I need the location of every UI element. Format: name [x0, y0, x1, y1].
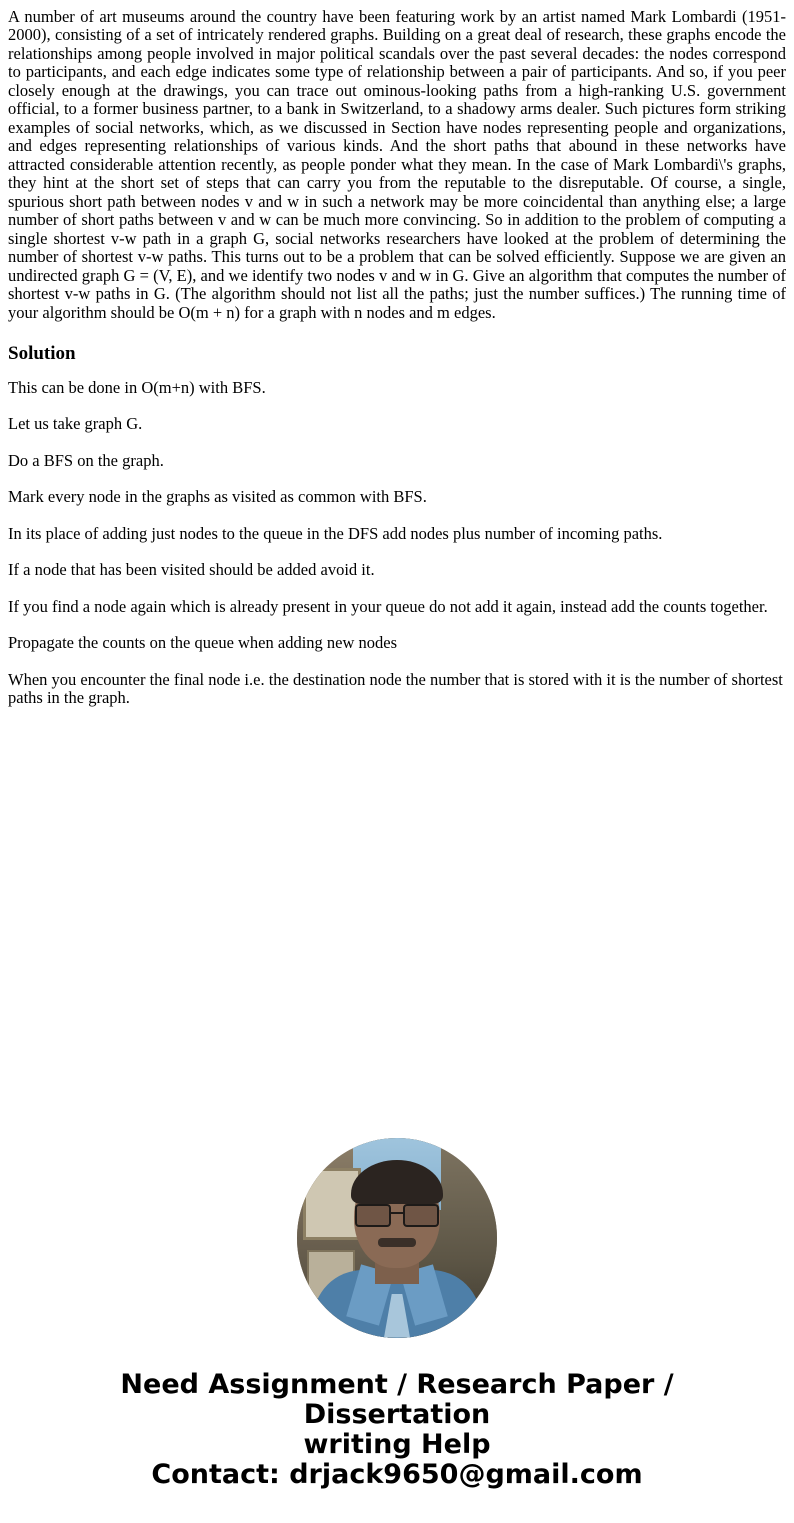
- question-text: A number of art museums around the country have been featuring work by an artist named Mark Lombardi (1951-2000), consisting of a set of intricately rendered graphs. Building on a great deal of research, these graphs encode the relationships among people involved in major political scandals over the past several decades: the nodes correspond to participants, and each edge indicates some type of relationship between a pair of participants. And so, if you peer closely enough at the drawings, you can trace out ominous-looking paths from a high-ranking U.S. government official, to a former business partner, to a bank in Switzerland, to a shadowy arms dealer. Such pictures form striking examples of social networks, which, as we discussed in Section have nodes representing people and organizations, and edges representing relationships of various kinds. And the short paths that abound in these networks have attracted considerable attention recently, as people ponder what they mean. In the case of Mark Lombardi\'s graphs, they hint at the short set of steps that can carry you from the reputable to the disreputable. Of course, a single, spurious short path between nodes v and w in such a network may be more coincidental than anything else; a large number of short paths between v and w can be much more convincing. So in addition to the problem of computing a single shortest v-w path in a graph G, social networks researchers have looked at the problem of determining the number of shortest v-w paths. This turns out to be a problem that can be solved efficiently. Suppose we are given an undirected graph G = (V, E), and we identify two nodes v and w in G. Give an algorithm that computes the number of shortest v-w paths in G. (The algorithm should not list all the paths; just the number suffices.) The running time of your algorithm should be O(m + n) for a graph with n nodes and m edges.: [8, 7, 786, 322]
- cta-contact-line: Contact: drjack9650@gmail.com: [151, 1459, 643, 1491]
- glasses-icon: [351, 1204, 443, 1224]
- avatar: [297, 1138, 497, 1338]
- solution-paragraph: In its place of adding just nodes to the queue in the DFS add nodes plus number of incoming paths.: [8, 523, 663, 543]
- solution-heading: Solution: [8, 342, 76, 364]
- cta-block: [8, 1370, 786, 1491]
- glasses-lens-left: [355, 1204, 391, 1227]
- avatar-mustache: [378, 1238, 416, 1247]
- solution-paragraph: Let us take graph G.: [8, 414, 143, 434]
- content-spacer: [8, 708, 786, 1138]
- solution-paragraph: Do a BFS on the graph.: [8, 450, 164, 470]
- solution-paragraph: Mark every node in the graphs as visited as common with BFS.: [8, 487, 427, 507]
- solution-paragraph: If a node that has been visited should be added avoid it.: [8, 560, 375, 580]
- avatar-container: [8, 1138, 786, 1338]
- cta-line-1: Need Assignment / Research Paper / Dissertation: [120, 1368, 674, 1430]
- glasses-lens-right: [403, 1204, 439, 1227]
- solution-paragraph: If you find a node again which is already present in your queue do not add it again, instead add the counts together.: [8, 596, 768, 616]
- solution-paragraph: Propagate the counts on the queue when adding new nodes: [8, 633, 398, 653]
- solution-paragraph: When you encounter the final node i.e. the destination node the number that is stored with it is the number of shortest paths in the graph.: [8, 669, 783, 708]
- cta-line-2: writing Help: [303, 1429, 491, 1461]
- solution-paragraph: This can be done in O(m+n) with BFS.: [8, 377, 266, 397]
- glasses-bridge: [391, 1212, 403, 1214]
